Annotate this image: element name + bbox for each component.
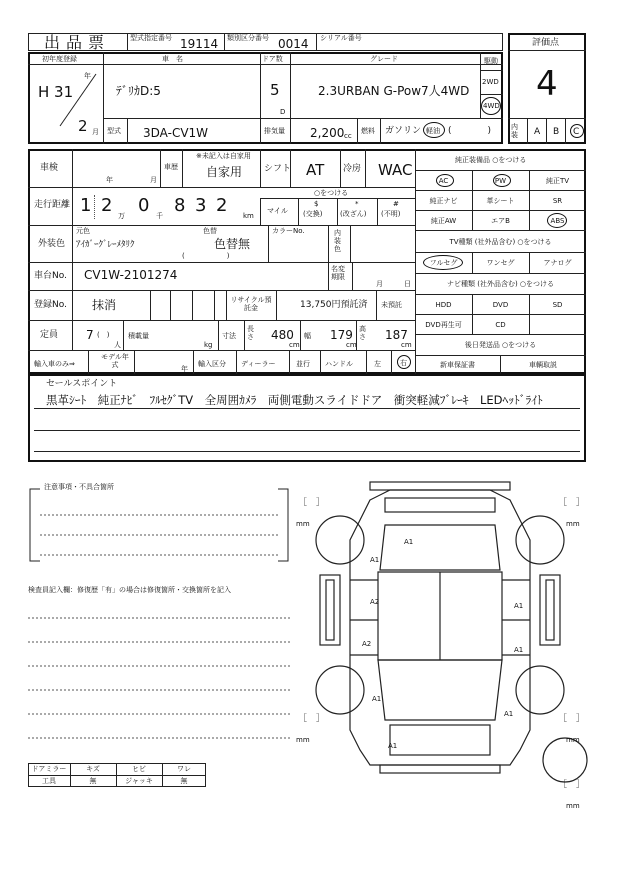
interior-a: A bbox=[534, 127, 541, 137]
tools-label: 工具 bbox=[42, 777, 56, 785]
mileage-km: km bbox=[243, 212, 254, 220]
mile-label: マイル bbox=[267, 207, 288, 215]
mileage-digit-5: 3 bbox=[195, 195, 207, 216]
length-label: 長さ bbox=[247, 325, 254, 341]
model-year-unit: 年 bbox=[181, 365, 188, 373]
inspection-year-unit: 年 bbox=[106, 176, 113, 184]
grade-label: グレード bbox=[370, 55, 398, 63]
height: 187 bbox=[385, 328, 408, 342]
category-label: 類別区分番号 bbox=[227, 34, 269, 42]
import-parallel: 並行 bbox=[296, 360, 310, 368]
history-label: 車歴 bbox=[164, 163, 178, 171]
load-unit: kg bbox=[204, 341, 213, 349]
chassis-label: 車台No. bbox=[34, 271, 67, 281]
docs-warranty: 新車保証書 bbox=[440, 361, 475, 369]
tools-value: 無 bbox=[89, 777, 97, 785]
name-change-day: 日 bbox=[404, 280, 411, 288]
tv-one: ワンセグ bbox=[486, 259, 515, 267]
defects-bracket bbox=[28, 485, 290, 565]
tv-title: TV種類 (社外品含む) ○をつける bbox=[449, 238, 552, 246]
mileage-digit-2: 2 bbox=[101, 195, 113, 216]
mm-rear-right: mm bbox=[566, 736, 580, 744]
first-reg-era: H 31 bbox=[38, 83, 74, 101]
docs-title: 後日発送品 ○をつける bbox=[464, 341, 537, 349]
sales-label: セールスポイント bbox=[46, 379, 118, 389]
mile-tamper: (改ざん) bbox=[340, 210, 367, 218]
reg-no: 抹消 bbox=[92, 298, 117, 312]
equip-tv: 純正TV bbox=[545, 177, 570, 185]
model-year-label: モデル年式 bbox=[101, 353, 129, 369]
mileage-label: 走行距離 bbox=[34, 200, 71, 210]
inspection-label: 車検 bbox=[40, 163, 59, 173]
mile-star: * bbox=[355, 200, 359, 208]
damage-mark: A1 bbox=[504, 710, 514, 718]
ac: WAC bbox=[378, 161, 413, 179]
navi-sd: SD bbox=[552, 301, 563, 309]
capacity: 7 bbox=[86, 328, 94, 342]
type-approval-no: 19114 bbox=[180, 37, 219, 51]
equip-navi: 純正ナビ bbox=[429, 197, 458, 205]
history-note: ※未記入は自家用 bbox=[196, 152, 251, 160]
navi-title: ナビ種類 (社外品含む) ○をつける bbox=[446, 280, 555, 288]
displacement-unit: cc bbox=[344, 132, 352, 140]
navi-dvd-play: DVD再生可 bbox=[425, 321, 462, 329]
capacity-paren: ( ) bbox=[97, 331, 110, 339]
capacity-label: 定員 bbox=[40, 330, 59, 340]
car-name-label: 車 名 bbox=[162, 55, 183, 63]
mile-unknown: (不明) bbox=[381, 210, 401, 218]
navi-hdd: HDD bbox=[435, 301, 452, 309]
shift: AT bbox=[306, 161, 325, 179]
docs-manual: 車輌取説 bbox=[529, 361, 557, 369]
serial-label: シリアル番号 bbox=[320, 34, 362, 42]
damage-mark: A2 bbox=[370, 598, 380, 606]
height-cm: cm bbox=[401, 341, 412, 349]
mileage-digit-3: 0 bbox=[138, 195, 150, 216]
damage-mark: A1 bbox=[372, 695, 382, 703]
inspector-lines bbox=[28, 600, 290, 746]
handle-right: 右 bbox=[400, 359, 407, 367]
damage-mark: A1 bbox=[370, 556, 380, 564]
mirror-crack: ヒビ bbox=[132, 765, 146, 773]
load-label: 積載量 bbox=[128, 332, 149, 340]
mile-swap: (交換) bbox=[303, 210, 323, 218]
recycle-amount: 13,750円預託済 bbox=[300, 300, 368, 310]
recycle-label: リサイクル預託金 bbox=[230, 296, 272, 312]
length-cm: cm bbox=[289, 341, 300, 349]
import-type-label: 輸入区分 bbox=[198, 360, 226, 368]
first-reg-year-unit: 年 bbox=[84, 72, 91, 80]
fuel-other: ( ) bbox=[448, 126, 492, 136]
mileage-digit-6: 2 bbox=[216, 195, 228, 216]
handle-left: 左 bbox=[374, 360, 381, 368]
name-change-label: 名変期限 bbox=[331, 265, 345, 281]
drive-4wd: 4WD bbox=[483, 102, 500, 110]
drive-2wd: 2WD bbox=[482, 78, 499, 86]
mm-spare: mm bbox=[566, 802, 580, 810]
mirror-break: ワレ bbox=[177, 765, 191, 773]
doors-label: ドア数 bbox=[262, 55, 283, 63]
damage-mark: A1 bbox=[388, 742, 398, 750]
navi-dvd: DVD bbox=[492, 301, 509, 309]
interior-c: C bbox=[573, 127, 580, 137]
first-reg-label: 初年度登録 bbox=[42, 55, 77, 63]
orig-color: ｱｲｶﾞｰｸﾞﾚｰﾒﾀﾘｸ bbox=[76, 240, 135, 250]
mileage-digit-4: 8 bbox=[174, 195, 186, 216]
tv-analog: アナログ bbox=[543, 259, 572, 267]
category-no: 0014 bbox=[278, 37, 309, 51]
reg-no-label: 登録No. bbox=[34, 300, 67, 310]
equipment-title: 純正装備品 ○をつける bbox=[455, 156, 527, 164]
import-label: 輸入車のみ⇒ bbox=[34, 360, 75, 368]
tv-full: フルセグ bbox=[429, 259, 458, 267]
name-change-month: 月 bbox=[376, 280, 383, 288]
jack-label: ジャッキ bbox=[125, 777, 153, 785]
fuel-label: 燃料 bbox=[361, 127, 375, 135]
sales-text: 黒革ｼｰﾄ 純正ﾅﾋﾞ ﾌﾙｾｸﾞTV 全周囲ｶﾒﾗ 両側電動スライドドア 衝突軽減ﾌﾞﾚｰｷ LEDﾍｯﾄﾞﾗｲﾄ bbox=[46, 393, 543, 407]
width: 179 bbox=[330, 328, 353, 342]
equip-pw: PW bbox=[494, 177, 507, 185]
displacement: 2,200 bbox=[310, 126, 345, 140]
color-no-label: カラーNo. bbox=[272, 227, 305, 235]
history: 自家用 bbox=[206, 165, 243, 179]
equip-sr: SR bbox=[552, 197, 563, 205]
model-type: 3DA-CV1W bbox=[143, 126, 209, 140]
evaluation-score: 4 bbox=[536, 64, 558, 104]
fuel-gasoline: ガソリン bbox=[385, 126, 422, 136]
mirror-scratch: キズ bbox=[86, 765, 100, 773]
first-reg-month-unit: 月 bbox=[92, 128, 99, 136]
equip-abs: ABS bbox=[550, 217, 565, 225]
mileage-man: 万 bbox=[118, 212, 125, 220]
mm-front-left: mm bbox=[296, 520, 310, 528]
damage-mark: A1 bbox=[514, 646, 524, 654]
equip-airbag: エアB bbox=[491, 217, 510, 225]
equip-leather: 革シート bbox=[486, 197, 515, 205]
drive-label: 駆動 bbox=[484, 57, 498, 65]
mile-dollar: $ bbox=[314, 200, 319, 208]
ext-color-label: 外装色 bbox=[38, 239, 66, 249]
mile-hash: # bbox=[393, 200, 399, 208]
mirror-h1: ドアミラー bbox=[31, 765, 67, 773]
dims-label: 寸法 bbox=[222, 332, 236, 340]
int-color-label: 内装色 bbox=[334, 229, 341, 253]
interior-label: 内装 bbox=[511, 123, 518, 139]
damage-mark: A2 bbox=[362, 640, 372, 648]
mileage-sen: 千 bbox=[156, 212, 163, 220]
mile-mark: ○をつける bbox=[314, 189, 349, 197]
equip-ac: AC bbox=[438, 177, 449, 185]
shift-label: シフト bbox=[264, 164, 292, 174]
type-approval-label: 型式指定番号 bbox=[130, 34, 172, 42]
door-suffix: D bbox=[280, 108, 286, 116]
damage-mark: A1 bbox=[404, 538, 414, 546]
inspector-label: 検査員記入欄：修復歴「有」の場合は修復箇所・交換箇所を記入 bbox=[28, 586, 231, 594]
jack-value: 無 bbox=[180, 777, 188, 785]
damage-mark: A1 bbox=[514, 602, 524, 610]
model-type-label: 型式 bbox=[107, 127, 121, 135]
fuel-diesel: 軽油 bbox=[426, 127, 440, 135]
interior-b: B bbox=[553, 127, 560, 137]
mileage-digit-1: 1 bbox=[80, 195, 92, 216]
length: 480 bbox=[271, 328, 294, 342]
defects-label: 注意事項・不具合箇所 bbox=[44, 483, 114, 491]
doors: 5 bbox=[270, 81, 280, 99]
orig-color-label: 元色 bbox=[76, 227, 90, 235]
displacement-label: 排気量 bbox=[264, 127, 285, 135]
handle-label: ハンドル bbox=[325, 360, 353, 368]
grade: 2.3URBAN G-Pow7人4WD bbox=[318, 84, 470, 98]
car-name: ﾃﾞﾘｶD:5 bbox=[116, 84, 161, 98]
navi-cd: CD bbox=[495, 321, 506, 329]
equip-aw: 純正AW bbox=[430, 217, 457, 225]
evaluation-label: 評価点 bbox=[532, 38, 560, 48]
width-cm: cm bbox=[346, 341, 357, 349]
chassis-no: CV1W-2101274 bbox=[84, 268, 178, 282]
inspection-month-unit: 月 bbox=[150, 176, 157, 184]
height-label: 高さ bbox=[359, 325, 366, 341]
recycle-not: 未預託 bbox=[381, 301, 402, 309]
mm-rear-left: mm bbox=[296, 736, 310, 744]
import-dealer: ディーラー bbox=[241, 360, 276, 368]
first-reg-month: 2 bbox=[78, 117, 88, 135]
form-title: 出品票 bbox=[44, 33, 111, 52]
width-label: 幅 bbox=[304, 332, 311, 340]
repaint-label: 色替 bbox=[203, 227, 217, 235]
capacity-unit: 人 bbox=[114, 341, 121, 349]
car-damage-diagram bbox=[290, 480, 590, 810]
mm-front-right: mm bbox=[566, 520, 580, 528]
ac-label: 冷房 bbox=[343, 164, 362, 174]
repaint: 色替無 bbox=[214, 237, 251, 251]
repaint-paren: ( ) bbox=[182, 252, 230, 260]
